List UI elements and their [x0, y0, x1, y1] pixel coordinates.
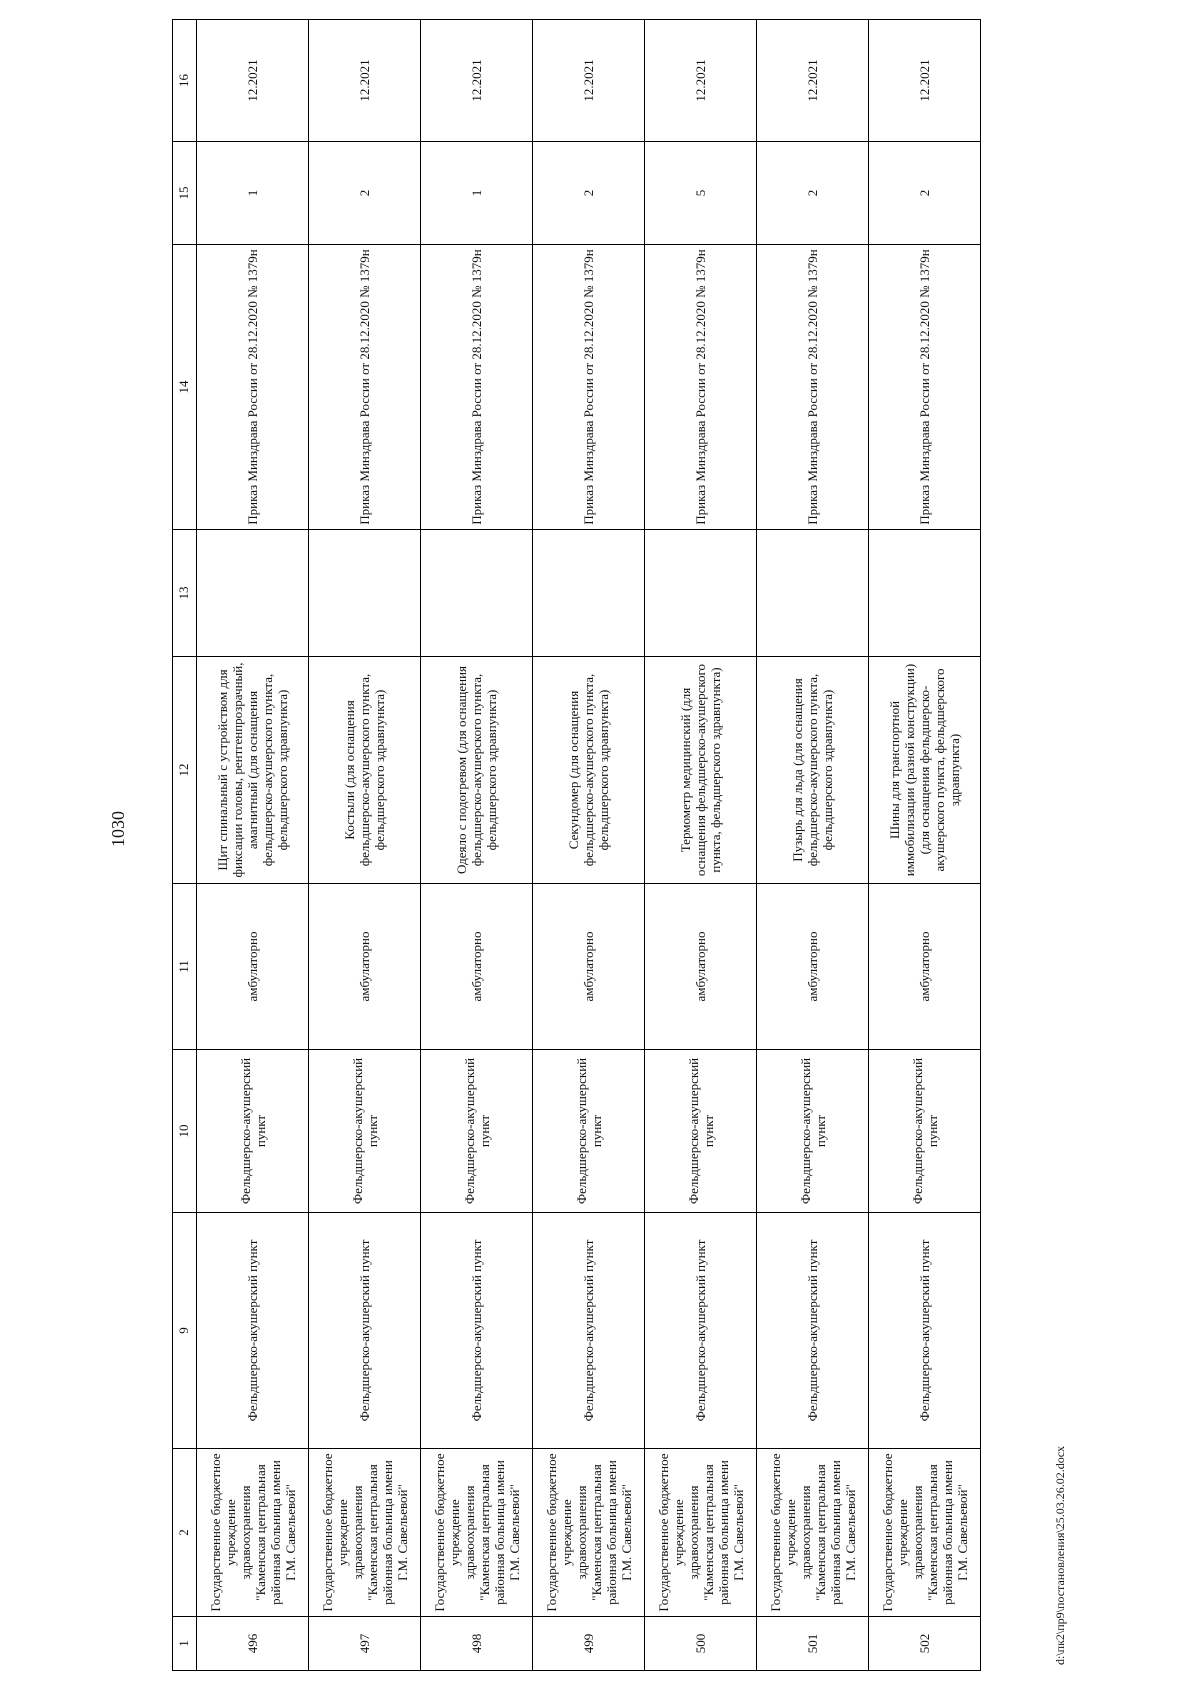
- cell-quantity: 5: [645, 142, 757, 245]
- cell-equipment: Пузырь для льда (для оснащения фельдшерско-акушерского пункта, фельдшерского здравпункта): [757, 657, 869, 884]
- cell-organization: Государственное бюджетное учреждение здравоохранения "Каменская центральная районная больница имени Г.М. Савельевой": [645, 1449, 757, 1617]
- cell-organization: Государственное бюджетное учреждение здравоохранения "Каменская центральная районная больница имени Г.М. Савельевой": [197, 1449, 309, 1617]
- cell-care-mode: амбулаторно: [197, 884, 309, 1050]
- cell-col13: [757, 530, 869, 657]
- cell-order: Приказ Минздрава России от 28.12.2020 № 1379н: [197, 245, 309, 530]
- cell-number: 500: [645, 1617, 757, 1671]
- cell-organization: Государственное бюджетное учреждение здравоохранения "Каменская центральная районная больница имени Г.М. Савельевой": [757, 1449, 869, 1617]
- cell-equipment: Термометр медицинский (для оснащения фельдшерско-акушерского пункта, фельдшерского здравпункта): [645, 657, 757, 884]
- cell-col13: [645, 530, 757, 657]
- cell-date: 12.2021: [309, 20, 421, 142]
- cell-col13: [309, 530, 421, 657]
- cell-date: 12.2021: [757, 20, 869, 142]
- cell-organization: Государственное бюджетное учреждение здравоохранения "Каменская центральная районная больница имени Г.М. Савельевой": [869, 1449, 981, 1617]
- cell-number: 499: [533, 1617, 645, 1671]
- equipment-table: [172, 19, 981, 1671]
- cell-order: Приказ Минздрава России от 28.12.2020 № 1379н: [533, 245, 645, 530]
- cell-col13: [533, 530, 645, 657]
- cell-date: 12.2021: [421, 20, 533, 142]
- cell-order: Приказ Минздрава России от 28.12.2020 № 1379н: [869, 245, 981, 530]
- header-col-16: 16: [173, 20, 197, 142]
- cell-date: 12.2021: [533, 20, 645, 142]
- cell-organization: Государственное бюджетное учреждение здравоохранения "Каменская центральная районная больница имени Г.М. Савельевой": [533, 1449, 645, 1617]
- cell-facility: Фельдшерско-акушерский пункт: [533, 1213, 645, 1449]
- cell-unit: Фельдшерско-акушерский пункт: [533, 1050, 645, 1213]
- cell-order: Приказ Минздрава России от 28.12.2020 № 1379н: [309, 245, 421, 530]
- cell-quantity: 2: [309, 142, 421, 245]
- header-col-12: 12: [173, 657, 197, 884]
- header-col-14: 14: [173, 245, 197, 530]
- cell-care-mode: амбулаторно: [533, 884, 645, 1050]
- cell-order: Приказ Минздрава России от 28.12.2020 № 1379н: [421, 245, 533, 530]
- cell-date: 12.2021: [645, 20, 757, 142]
- page-number: 1030: [108, 811, 128, 847]
- cell-number: 497: [309, 1617, 421, 1671]
- cell-date: 12.2021: [197, 20, 309, 142]
- table-row: [533, 20, 645, 1671]
- cell-col13: [869, 530, 981, 657]
- cell-quantity: 2: [533, 142, 645, 245]
- header-col-2: 2: [173, 1449, 197, 1617]
- table-row: [309, 20, 421, 1671]
- header-col-9: 9: [173, 1213, 197, 1449]
- cell-col13: [197, 530, 309, 657]
- table-header-row: [173, 20, 197, 1671]
- cell-facility: Фельдшерско-акушерский пункт: [645, 1213, 757, 1449]
- cell-facility: Фельдшерско-акушерский пункт: [197, 1213, 309, 1449]
- cell-care-mode: амбулаторно: [645, 884, 757, 1050]
- cell-quantity: 2: [757, 142, 869, 245]
- cell-unit: Фельдшерско-акушерский пункт: [421, 1050, 533, 1213]
- cell-care-mode: амбулаторно: [757, 884, 869, 1050]
- cell-equipment: Одеяло с подогревом (для оснащения фельдшерско-акушерского пункта, фельдшерского здравпункта): [421, 657, 533, 884]
- cell-equipment: Щит спинальный с устройством для фиксации головы, рентгенпрозрачный, амагнитный (для оснащения фельдшерско-акушерского пункта, фельдшерского здравпункта): [197, 657, 309, 884]
- cell-order: Приказ Минздрава России от 28.12.2020 № 1379н: [757, 245, 869, 530]
- cell-unit: Фельдшерско-акушерский пункт: [869, 1050, 981, 1213]
- table-row: [421, 20, 533, 1671]
- table-row: [869, 20, 981, 1671]
- cell-col13: [421, 530, 533, 657]
- cell-unit: Фельдшерско-акушерский пункт: [309, 1050, 421, 1213]
- cell-organization: Государственное бюджетное учреждение здравоохранения "Каменская центральная районная больница имени Г.М. Савельевой": [309, 1449, 421, 1617]
- cell-facility: Фельдшерско-акушерский пункт: [869, 1213, 981, 1449]
- cell-quantity: 1: [421, 142, 533, 245]
- cell-number: 502: [869, 1617, 981, 1671]
- cell-number: 501: [757, 1617, 869, 1671]
- cell-equipment: Секундомер (для оснащения фельдшерско-акушерского пункта, фельдшерского здравпункта): [533, 657, 645, 884]
- table-row: [645, 20, 757, 1671]
- cell-facility: Фельдшерско-акушерский пункт: [757, 1213, 869, 1449]
- table-row: [197, 20, 309, 1671]
- cell-care-mode: амбулаторно: [309, 884, 421, 1050]
- header-col-11: 11: [173, 884, 197, 1050]
- header-col-1: 1: [173, 1617, 197, 1671]
- header-col-10: 10: [173, 1050, 197, 1213]
- cell-care-mode: амбулаторно: [421, 884, 533, 1050]
- cell-number: 498: [421, 1617, 533, 1671]
- table-row: [757, 20, 869, 1671]
- cell-date: 12.2021: [869, 20, 981, 142]
- cell-number: 496: [197, 1617, 309, 1671]
- cell-organization: Государственное бюджетное учреждение здравоохранения "Каменская центральная районная больница имени Г.М. Савельевой": [421, 1449, 533, 1617]
- header-col-13: 13: [173, 530, 197, 657]
- cell-quantity: 1: [197, 142, 309, 245]
- cell-care-mode: амбулаторно: [869, 884, 981, 1050]
- cell-facility: Фельдшерско-акушерский пункт: [309, 1213, 421, 1449]
- cell-unit: Фельдшерско-акушерский пункт: [757, 1050, 869, 1213]
- cell-quantity: 2: [869, 142, 981, 245]
- footer-file-path: d:\пк2\пр9\постановления\25.03.26.02.docx: [1053, 1445, 1067, 1665]
- header-col-15: 15: [173, 142, 197, 245]
- cell-order: Приказ Минздрава России от 28.12.2020 № 1379н: [645, 245, 757, 530]
- cell-equipment: Костыли (для оснащения фельдшерско-акушерского пункта, фельдшерского здравпункта): [309, 657, 421, 884]
- cell-equipment: Шины для транспортной иммобилизации (разной конструкции) (для оснащения фельдшерско-акушерского пункта, фельдшерского здравпункта): [869, 657, 981, 884]
- cell-unit: Фельдшерско-акушерский пункт: [197, 1050, 309, 1213]
- cell-facility: Фельдшерско-акушерский пункт: [421, 1213, 533, 1449]
- cell-unit: Фельдшерско-акушерский пункт: [645, 1050, 757, 1213]
